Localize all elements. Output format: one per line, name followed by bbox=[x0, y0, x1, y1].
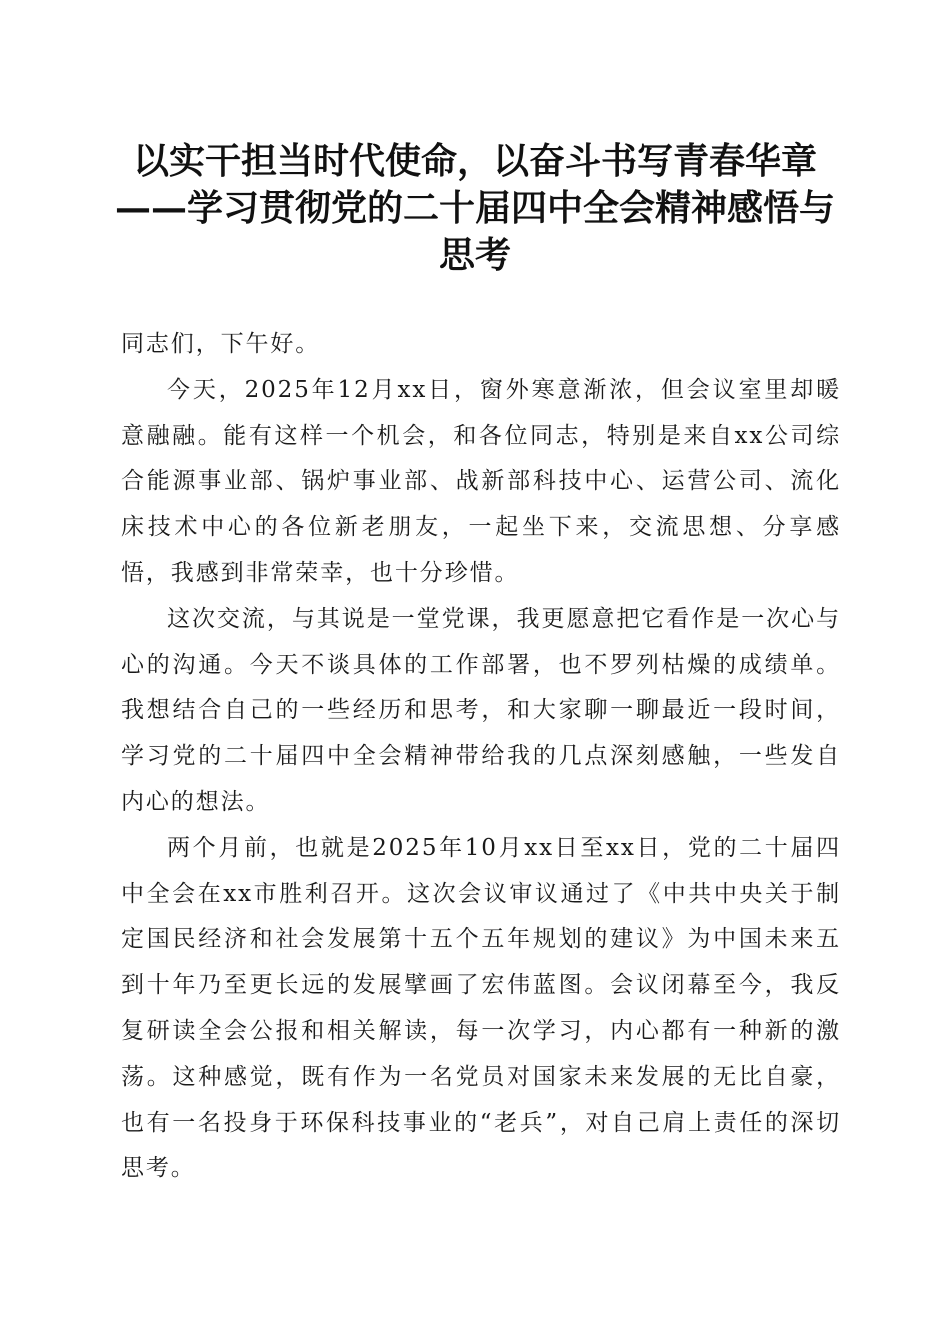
title-line-1: 以实干担当时代使命，以奋斗书写青春华章 bbox=[132, 140, 817, 182]
body-paragraph-2: 这次交流，与其说是一堂党课，我更愿意把它看作是一次心与心的沟通。今天不谈具体的工作部署，也不罗列枯燥的成绩单。我想结合自己的一些经历和思考，和大家聊一聊最近一段时间，学习党的二十届四中全会精神带给我的几点深刻感触，一些发自内心的想法。 bbox=[121, 605, 841, 815]
document-body bbox=[121, 322, 841, 1192]
body-paragraph-1: 今天，2025年12月xx日，窗外寒意渐浓，但会议室里却暖意融融。能有这样一个机会，和各位同志，特别是来自xx公司综合能源事业部、锅炉事业部、战新部科技中心、运营公司、流化床技术中心的各位新老朋友，一起坐下来，交流思想、分享感悟，我感到非常荣幸，也十分珍惜。 bbox=[121, 376, 841, 586]
body-paragraph-3: 两个月前，也就是2025年10月xx日至xx日，党的二十届四中全会在xx市胜利召开。这次会议审议通过了《中共中央关于制定国民经济和社会发展第十五个五年规划的建议》为中国未来五到十年乃至更长远的发展擘画了宏伟蓝图。会议闭幕至今，我反复研读全会公报和相关解读，每一次学习，内心都有一种新的激荡。这种感觉，既有作为一名党员对国家未来发展的无比自豪，也有一名投身于环保科技事业的“老兵”，对自己肩上责任的深切思考。 bbox=[121, 834, 841, 1182]
document-title bbox=[80, 138, 870, 279]
title-line-3: 思考 bbox=[438, 234, 511, 276]
title-line-2: ——学习贯彻党的二十届四中全会精神感悟与 bbox=[114, 187, 835, 229]
greeting-paragraph: 同志们，下午好。 bbox=[121, 331, 321, 357]
